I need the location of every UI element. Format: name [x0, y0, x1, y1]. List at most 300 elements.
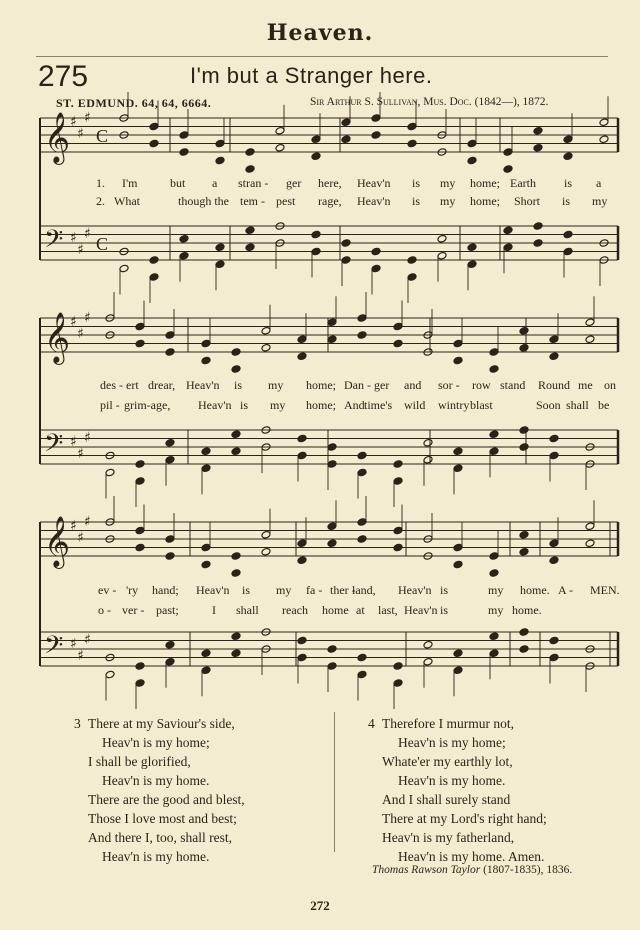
- sharp-icon: ♯: [70, 636, 77, 652]
- lyric-syllable: MEN.: [590, 583, 620, 597]
- note-head: [489, 447, 499, 456]
- note-head: [453, 649, 463, 658]
- note-head: [503, 148, 513, 157]
- sharp-icon: ♯: [70, 114, 77, 130]
- note-head: [453, 339, 463, 348]
- verse-4-line-3: Whate'er my earthly lot,: [382, 754, 513, 769]
- note-head: [503, 226, 513, 235]
- lyric-syllable: row: [472, 378, 491, 392]
- note-head: [341, 256, 351, 265]
- lyric-syllable: o -: [98, 603, 111, 617]
- note-head: [549, 653, 559, 662]
- note-head: [393, 679, 403, 688]
- lyric-syllable: is: [234, 378, 243, 392]
- composer-credit: Sir Arthur S. Sullivan, Mus. Doc. (1842—), 1872.: [310, 96, 549, 108]
- note-head: [231, 569, 241, 578]
- lyric-syllable: grim-age,: [124, 398, 171, 412]
- note-head: [533, 239, 543, 248]
- column-divider: [334, 712, 335, 852]
- verse-3-line-2: Heav'n is my home;: [102, 735, 210, 750]
- note-head: [549, 335, 559, 344]
- note-head: [467, 260, 477, 269]
- sharp-icon: ♯: [77, 530, 84, 546]
- lyric-syllable: is: [242, 583, 251, 597]
- note-head: [453, 447, 463, 456]
- note-head: [549, 539, 559, 548]
- note-head: [549, 451, 559, 460]
- note-head: [519, 645, 529, 654]
- sharp-icon: ♯: [84, 632, 91, 648]
- lyric-syllable: Heav'n: [186, 378, 220, 392]
- note-head: [341, 239, 351, 248]
- note-head: [533, 143, 543, 152]
- lyric-syllable: past;: [156, 603, 179, 617]
- verse-4-line-6: There at my Lord's right hand;: [382, 811, 547, 826]
- note-head: [135, 662, 145, 671]
- note-head: [371, 247, 381, 256]
- lyric-syllable: my: [592, 194, 608, 208]
- note-head: [453, 543, 463, 552]
- lyric-syllable: on: [604, 378, 616, 392]
- note-head: [149, 256, 159, 265]
- note-head: [519, 530, 529, 539]
- note-head: [105, 670, 115, 679]
- note-head: [533, 126, 543, 135]
- note-head: [489, 430, 499, 439]
- note-head: [297, 451, 307, 460]
- note-head: [297, 556, 307, 565]
- note-head: [407, 273, 417, 282]
- note-head: [549, 636, 559, 645]
- note-head: [371, 131, 381, 140]
- note-head: [357, 653, 367, 662]
- lyric-syllable: be: [598, 398, 610, 412]
- lyric-syllable: a: [596, 176, 602, 190]
- sharp-icon: ♯: [77, 326, 84, 342]
- note-head: [393, 526, 403, 535]
- bass-clef-icon: 𝄢: [44, 225, 64, 260]
- verse-3-line-5: There are the good and blest,: [88, 792, 245, 807]
- note-head: [503, 165, 513, 174]
- lyric-syllable: though the: [178, 194, 229, 208]
- note-head: [327, 460, 337, 469]
- note-head: [423, 455, 433, 464]
- author-dates: (1807-1835), 1836.: [483, 864, 573, 876]
- note-head: [231, 552, 241, 561]
- note-head: [231, 632, 241, 641]
- lyric-syllable: my: [488, 603, 504, 617]
- note-head: [231, 430, 241, 439]
- note-head: [327, 318, 337, 327]
- sharp-icon: ♯: [70, 230, 77, 246]
- note-head: [585, 318, 595, 327]
- note-head: [149, 122, 159, 131]
- bass-clef-icon: 𝄢: [44, 429, 64, 464]
- note-head: [179, 251, 189, 260]
- note-head: [179, 148, 189, 157]
- lyric-syllable: Round: [538, 378, 571, 392]
- lyric-syllable: wild: [404, 398, 426, 412]
- lyric-syllable: What: [114, 194, 140, 208]
- note-head: [297, 352, 307, 361]
- note-head: [371, 264, 381, 273]
- note-head: [489, 569, 499, 578]
- lyric-syllable: rage,: [318, 194, 342, 208]
- lyric-syllable: 1.: [96, 176, 105, 190]
- verse-4-line-4: Heav'n is my home.: [398, 773, 506, 788]
- sharp-icon: ♯: [84, 514, 91, 530]
- treble-clef-icon: 𝄞: [44, 516, 71, 567]
- note-head: [165, 438, 175, 447]
- note-head: [105, 468, 115, 477]
- verse-4-number: 4: [368, 716, 375, 731]
- lyric-syllable: home;: [470, 176, 500, 190]
- note-head: [327, 522, 337, 531]
- lyric-syllable: home;: [470, 194, 500, 208]
- note-head: [311, 247, 321, 256]
- lyric-syllable: I'm: [122, 176, 138, 190]
- lyric-syllable: 'ry: [126, 583, 139, 597]
- lyric-syllable: 2.: [96, 194, 105, 208]
- lyric-syllable: Short: [514, 194, 541, 208]
- note-head: [519, 628, 529, 637]
- lyric-syllable: ert: [126, 378, 139, 392]
- note-head: [135, 679, 145, 688]
- lyric-syllable: Earth: [510, 176, 536, 190]
- note-head: [149, 273, 159, 282]
- hymn-number: 275: [38, 60, 89, 93]
- verse-3-line-3: I shall be glorified,: [88, 754, 191, 769]
- verse-4: [368, 714, 547, 866]
- note-head: [357, 670, 367, 679]
- note-head: [453, 464, 463, 473]
- lyric-syllable: is: [412, 194, 421, 208]
- note-head: [245, 165, 255, 174]
- note-head: [357, 535, 367, 544]
- lyric-syllable: ev -: [98, 583, 117, 597]
- note-head: [549, 352, 559, 361]
- note-head: [519, 547, 529, 556]
- lyric-syllable: des -: [100, 378, 123, 392]
- note-head: [135, 460, 145, 469]
- lyric-syllable: wintry: [438, 398, 470, 412]
- verse-3-line-1: There at my Saviour's side,: [88, 716, 235, 731]
- lyric-syllable: pest: [276, 194, 296, 208]
- note-head: [489, 348, 499, 357]
- lyric-syllable: last,: [378, 603, 398, 617]
- note-head: [297, 653, 307, 662]
- note-head: [393, 460, 403, 469]
- tune-name: ST. EDMUND. 64, 64, 6664.: [56, 96, 212, 110]
- note-head: [245, 148, 255, 157]
- note-head: [135, 477, 145, 486]
- note-head: [519, 326, 529, 335]
- note-head: [357, 331, 367, 340]
- lyric-syllable: home;: [306, 378, 336, 392]
- verse-4-line-8: Heav'n is my home. Amen.: [398, 849, 545, 864]
- note-head: [341, 118, 351, 127]
- treble-clef-icon: 𝄞: [44, 112, 71, 163]
- note-head: [179, 234, 189, 243]
- lyric-syllable: drear,: [148, 378, 176, 392]
- note-head: [201, 649, 211, 658]
- verse-3-number: 3: [74, 716, 81, 731]
- lyric-syllable: but: [170, 176, 186, 190]
- note-head: [393, 543, 403, 552]
- sharp-icon: ♯: [84, 430, 91, 446]
- note-head: [311, 230, 321, 239]
- lyric-syllable: ther -: [330, 583, 356, 597]
- lyric-syllable: ger: [374, 378, 390, 392]
- lyric-syllable: here,: [318, 176, 342, 190]
- lyric-syllable: is: [440, 603, 449, 617]
- note-head: [231, 649, 241, 658]
- sharp-icon: ♯: [70, 434, 77, 450]
- note-head: [519, 443, 529, 452]
- note-head: [215, 139, 225, 148]
- note-head: [119, 264, 129, 273]
- lyric-syllable: And: [344, 398, 365, 412]
- note-head: [261, 343, 271, 352]
- note-head: [135, 339, 145, 348]
- note-head: [489, 552, 499, 561]
- sharp-icon: ♯: [77, 648, 84, 664]
- note-head: [407, 139, 417, 148]
- sharp-icon: ♯: [70, 518, 77, 534]
- verse-3-line-6: Those I love most and best;: [88, 811, 237, 826]
- author-name: Thomas Rawson Taylor: [372, 864, 481, 876]
- lyric-syllable: my: [276, 583, 292, 597]
- note-head: [519, 426, 529, 435]
- page-number: 272: [310, 898, 330, 913]
- note-head: [467, 139, 477, 148]
- note-head: [599, 135, 609, 144]
- time-signature: C: [96, 234, 109, 254]
- note-head: [423, 640, 433, 649]
- verse-3-line-4: Heav'n is my home.: [102, 773, 210, 788]
- note-head: [297, 335, 307, 344]
- lyric-syllable: Heav'n: [198, 398, 232, 412]
- sharp-icon: ♯: [84, 110, 91, 126]
- lyric-syllable: Heav'n: [196, 583, 230, 597]
- note-head: [261, 326, 271, 335]
- note-head: [165, 657, 175, 666]
- verse-3-line-7: And there I, too, shall rest,: [88, 830, 232, 845]
- note-head: [503, 243, 513, 252]
- note-head: [149, 139, 159, 148]
- note-head: [135, 543, 145, 552]
- note-head: [297, 434, 307, 443]
- note-head: [165, 331, 175, 340]
- note-head: [357, 451, 367, 460]
- lyric-syllable: tem -: [240, 194, 265, 208]
- sharp-icon: ♯: [70, 314, 77, 330]
- note-head: [261, 530, 271, 539]
- note-head: [165, 455, 175, 464]
- note-head: [215, 260, 225, 269]
- note-head: [201, 560, 211, 569]
- note-head: [231, 348, 241, 357]
- note-head: [297, 539, 307, 548]
- lyric-syllable: home;: [306, 398, 336, 412]
- sharp-icon: ♯: [77, 242, 84, 258]
- note-head: [231, 447, 241, 456]
- note-head: [275, 126, 285, 135]
- note-head: [341, 135, 351, 144]
- author-credit: [372, 864, 572, 876]
- note-head: [423, 438, 433, 447]
- lyric-syllable: home: [322, 603, 349, 617]
- note-head: [165, 552, 175, 561]
- note-head: [407, 256, 417, 265]
- note-head: [201, 447, 211, 456]
- lyric-syllable: my: [488, 583, 504, 597]
- note-head: [275, 143, 285, 152]
- note-head: [519, 343, 529, 352]
- lyric-syllable: is: [440, 583, 449, 597]
- lyric-syllable: stand: [500, 378, 526, 392]
- note-head: [201, 543, 211, 552]
- sharp-icon: ♯: [84, 310, 91, 326]
- lyric-syllable: me: [578, 378, 593, 392]
- note-head: [585, 335, 595, 344]
- lyric-syllable: blast: [470, 398, 493, 412]
- lyric-syllable: land,: [352, 583, 376, 597]
- lyric-syllable: stran -: [238, 176, 269, 190]
- note-head: [135, 322, 145, 331]
- lyric-syllable: time's: [364, 398, 393, 412]
- note-head: [549, 434, 559, 443]
- note-head: [311, 152, 321, 161]
- note-head: [393, 662, 403, 671]
- note-head: [357, 468, 367, 477]
- verse-3-line-8: Heav'n is my home.: [102, 849, 210, 864]
- lyric-syllable: A -: [558, 583, 573, 597]
- note-head: [311, 135, 321, 144]
- lyric-syllable: my: [440, 176, 456, 190]
- lyric-syllable: at: [356, 603, 365, 617]
- lyric-syllable: I: [212, 603, 216, 617]
- lyric-syllable: Heav'n: [404, 603, 438, 617]
- lyric-syllable: ger: [286, 176, 302, 190]
- note-head: [393, 477, 403, 486]
- lyric-syllable: ver -: [122, 603, 145, 617]
- note-head: [165, 535, 175, 544]
- note-head: [453, 356, 463, 365]
- bass-clef-icon: 𝄢: [44, 631, 64, 666]
- lyric-syllable: and: [404, 378, 422, 392]
- lyric-syllable: is: [564, 176, 573, 190]
- note-head: [549, 556, 559, 565]
- note-head: [327, 662, 337, 671]
- treble-clef-icon: 𝄞: [44, 312, 71, 363]
- lyric-syllable: a: [212, 176, 218, 190]
- lyric-syllable: is: [412, 176, 421, 190]
- note-head: [179, 131, 189, 140]
- lyric-syllable: home.: [512, 603, 542, 617]
- sharp-icon: ♯: [77, 446, 84, 462]
- note-head: [245, 226, 255, 235]
- note-head: [327, 539, 337, 548]
- note-head: [407, 122, 417, 131]
- hymn-title: I'm but a Stranger here.: [190, 63, 433, 88]
- note-head: [297, 636, 307, 645]
- lyric-syllable: Heav'n: [357, 194, 391, 208]
- note-head: [563, 230, 573, 239]
- note-head: [201, 356, 211, 365]
- note-head: [393, 339, 403, 348]
- lyric-syllable: Soon: [536, 398, 561, 412]
- note-head: [245, 243, 255, 252]
- lyric-syllable: shall: [566, 398, 589, 412]
- note-head: [327, 443, 337, 452]
- note-head: [135, 526, 145, 535]
- note-head: [327, 645, 337, 654]
- note-head: [437, 234, 447, 243]
- verse-4-line-2: Heav'n is my home;: [398, 735, 506, 750]
- note-head: [165, 348, 175, 357]
- note-head: [533, 222, 543, 231]
- note-head: [489, 365, 499, 374]
- note-head: [563, 152, 573, 161]
- note-head: [231, 365, 241, 374]
- note-head: [453, 560, 463, 569]
- verse-3: [74, 714, 245, 866]
- note-head: [489, 632, 499, 641]
- verse-4-line-1: Therefore I murmur not,: [382, 716, 514, 731]
- note-head: [489, 649, 499, 658]
- note-head: [453, 666, 463, 675]
- lyric-syllable: sor -: [438, 378, 460, 392]
- note-head: [215, 243, 225, 252]
- sharp-icon: ♯: [77, 126, 84, 142]
- note-head: [165, 640, 175, 649]
- lyric-syllable: hand;: [152, 583, 179, 597]
- lyric-syllable: home.: [520, 583, 550, 597]
- note-head: [357, 518, 367, 527]
- lyric-syllable: Dan -: [344, 378, 371, 392]
- note-head: [585, 522, 595, 531]
- note-head: [599, 118, 609, 127]
- lyric-syllable: is: [240, 398, 249, 412]
- time-signature: C: [96, 126, 109, 146]
- note-head: [215, 156, 225, 165]
- note-head: [261, 547, 271, 556]
- sharp-icon: ♯: [84, 226, 91, 242]
- running-head: Heaven.: [266, 20, 374, 46]
- lyric-syllable: Heav'n: [398, 583, 432, 597]
- note-head: [437, 251, 447, 260]
- note-head: [423, 657, 433, 666]
- note-head: [327, 335, 337, 344]
- verse-4-line-5: And I shall surely stand: [382, 792, 511, 807]
- note-head: [357, 314, 367, 323]
- lyric-syllable: reach: [282, 603, 308, 617]
- lyric-syllable: my: [440, 194, 456, 208]
- note-head: [201, 339, 211, 348]
- lyric-syllable: pil -: [100, 398, 120, 412]
- lyric-syllable: my: [270, 398, 286, 412]
- note-head: [467, 156, 477, 165]
- note-head: [393, 322, 403, 331]
- lyric-syllable: Heav'n: [357, 176, 391, 190]
- note-head: [467, 243, 477, 252]
- note-head: [201, 666, 211, 675]
- note-head: [201, 464, 211, 473]
- note-head: [585, 539, 595, 548]
- lyric-syllable: fa -: [306, 583, 323, 597]
- lyric-syllable: is: [562, 194, 571, 208]
